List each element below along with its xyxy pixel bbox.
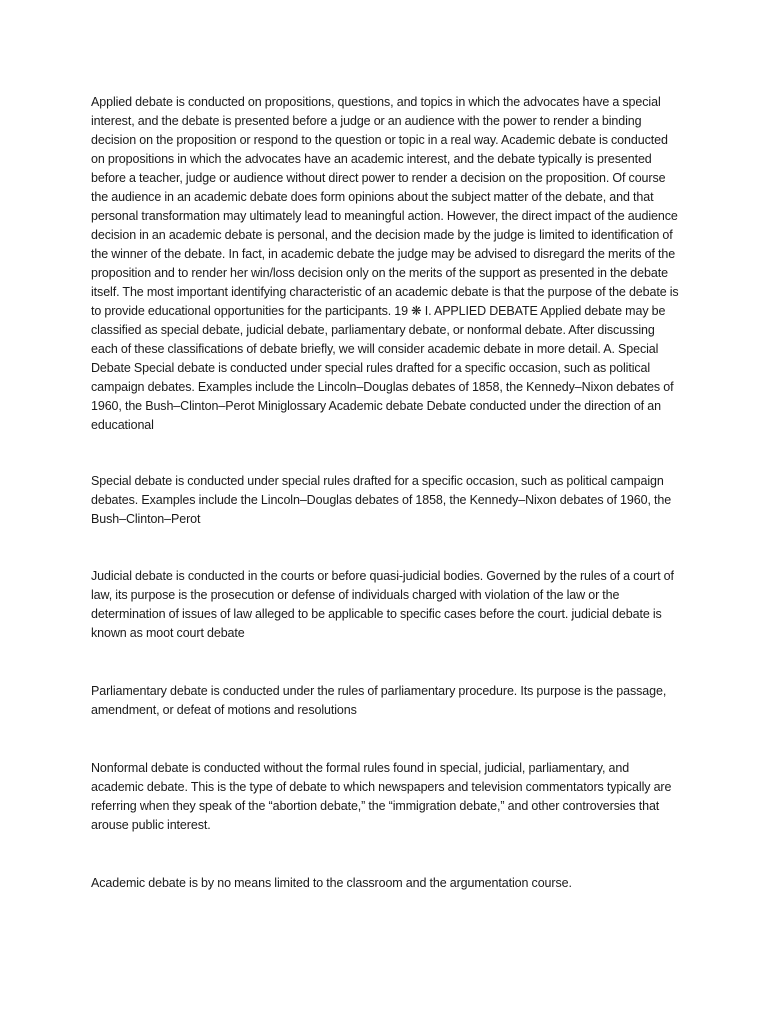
paragraph-parliamentary-debate: Parliamentary debate is conducted under the rules of parliamentary procedure. Its purpose is the passage, amendment, or defeat of motions and resolutions [91, 684, 667, 717]
paragraph-nonformal-debate: Nonformal debate is conducted without the formal rules found in special, judicial, parliamentary, and academic debate. This is the type of debate to which newspapers and television commentators typically are referring when they speak of the “abortion debate,” the “immigration debate,” and other controversies that arouse public interest. [91, 761, 672, 832]
paragraph-judicial-debate: Judicial debate is conducted in the courts or before quasi-judicial bodies. Governed by the rules of a court of law, its purpose is the prosecution or defense of individuals charged with violation of the law or the determination of issues of law alleged to be applicable to specific cases before the court. judicial debate is known as moot court debate [91, 569, 674, 640]
paragraph-applied-academic-debate: Applied debate is conducted on propositions, questions, and topics in which the advocates have a special interest, and the debate is presented before a judge or an audience with the power to render a binding decision on the proposition or respond to the question or topic in a real way. Academic debate is conducted on propositions in which the advocates have an academic interest, and the debate typically is presented before a teacher, judge or audience without direct power to render a decision on the proposition. Of course the audience in an academic debate does form opinions about the subject matter of the debate, and that personal transformation may ultimately lead to meaningful action. However, the direct impact of the audience decision in an academic debate is personal, and the decision made by the judge is limited to identification of the winner of the debate. In fact, in academic debate the judge may be advised to disregard the merits of the proposition and to render her win/loss decision only on the merits of the support as presented in the debate itself. The most important identifying characteristic of an academic debate is that the purpose of the debate is to provide educational opportunities for the participants. 19 ❋ I. APPLIED DEBATE Applied debate may be classified as special debate, judicial debate, parliamentary debate, or nonformal debate. After discussing each of these classifications of debate briefly, we will consider academic debate in more detail. A. Special Debate Special debate is conducted under special rules drafted for a specific occasion, such as political campaign debates. Examples include the Lincoln–Douglas debates of 1858, the Kennedy–Nixon debates of 1960, the Bush–Clinton–Perot Miniglossary Academic debate Debate conducted under the direction of an educational [91, 95, 679, 432]
paragraph-academic-debate-scope: Academic debate is by no means limited to the classroom and the argumentation course. [91, 876, 572, 890]
paragraph-special-debate: Special debate is conducted under special rules drafted for a specific occasion, such as political campaign debates. Examples include the Lincoln–Douglas debates of 1858, the Kennedy–Nixon debates of 1960, the Bush–Clinton–Perot [91, 474, 672, 526]
